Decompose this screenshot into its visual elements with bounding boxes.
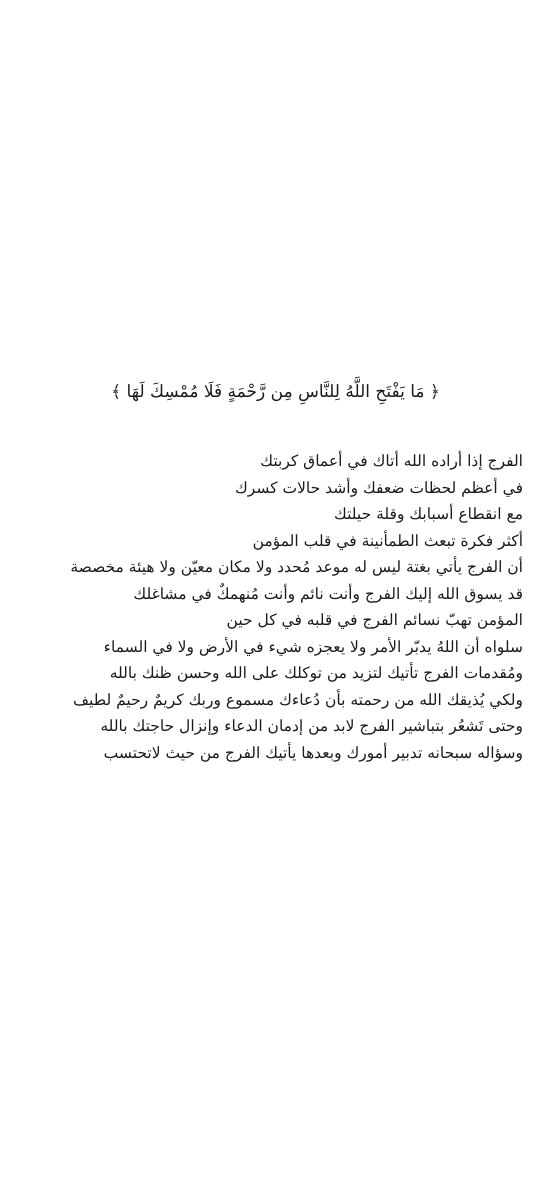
text-line: أن الفرج يأتي بغتة ليس له موعد مُحدد ولا مكان معيّن ولا هيئة مخصصة <box>70 558 523 576</box>
text-line: قد يسوق الله إليك الفرج وأنت نائم وأنت مُنهمكٌ في مشاغلك <box>133 584 523 603</box>
text-line: وحتى تَشعُر بتباشير الفرج لابد من إدمان الدعاء وإنزال حاجتك بالله <box>100 717 523 735</box>
text-line: مع انقطاع أسبابك وقلة حيلتك <box>334 505 523 523</box>
text-line: المؤمن تهبّ نسائم الفرج في قلبه في كل حين <box>226 611 523 629</box>
text-line: ومُقدمات الفرج تأتيك لتزيد من توكلك على الله وحسن ظنك بالله <box>109 664 523 682</box>
text-line: وسؤاله سبحانه تدبير أمورك وبعدها يأتيك الفرج من حيث لاتحتسب <box>103 743 523 762</box>
text-line: أكثر فكرة تبعث الطمأنينة في قلب المؤمن <box>252 531 523 550</box>
quran-verse: ﴿ مَا يَفْتَحِ اللَّهُ لِلنَّاسِ مِن رَّحْمَةٍ فَلَا مُمْسِكَ لَهَا ﴾ <box>111 382 440 402</box>
text-line: ولكي يُذيقك الله من رحمته بأن دُعاءك مسموع وربك كريمٌ رحيمٌ لطيف <box>73 690 523 709</box>
text-line: في أعظم لحظات ضعفك وأشد حالات كسرك <box>235 478 523 497</box>
reflection-text <box>23 448 523 766</box>
text-line: الفرج إذا أراده الله أتاك في أعماق كربتك <box>260 452 523 470</box>
text-line: سلواه أن اللهُ يدبّر الأمر ولا يعجزه شيء في الأرض ولا في السماء <box>103 637 523 656</box>
